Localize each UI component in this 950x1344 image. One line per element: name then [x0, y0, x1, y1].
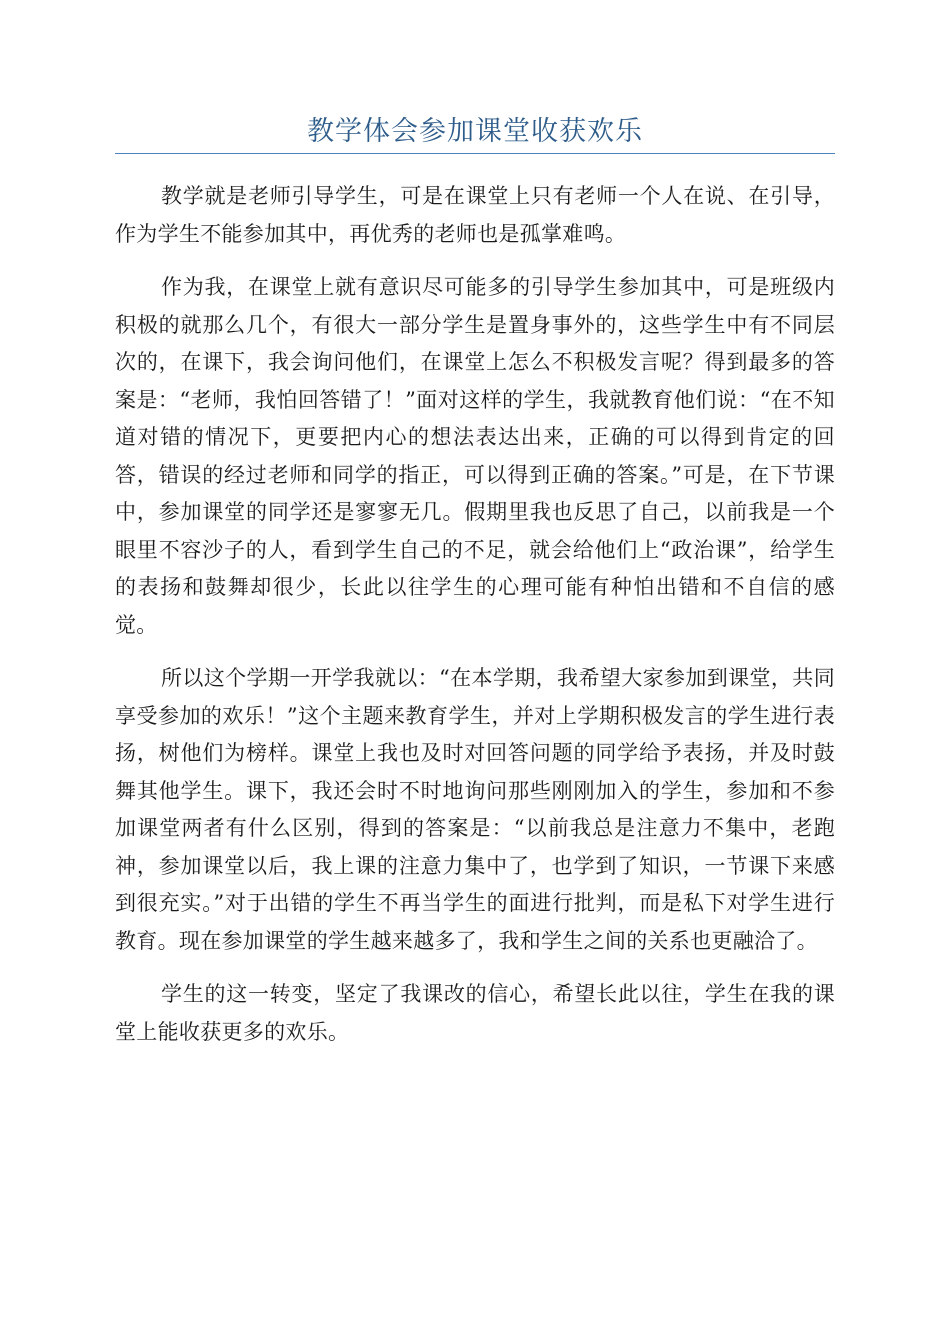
paragraph-2: 作为我，在课堂上就有意识尽可能多的引导学生参加其中，可是班级内积极的就那么几个，有很大一部分学生是置身事外的，这些学生中有不同层次的，在课下，我会询问他们，在课堂上怎么不积极发言呢？得到最多的答案是：“老师，我怕回答错了！”面对这样的学生，我就教育他们说：“在不知道对错的情况下，更要把内心的想法表达出来，正确的可以得到肯定的回答，错误的经过老师和同学的指正，可以得到正确的答案。”可是，在下节课中，参加课堂的同学还是寥寥无几。假期里我也反思了自己，以前我是一个眼里不容沙子的人，看到学生自己的不足，就会给他们上“政治课”，给学生的表扬和鼓舞却很少，长此以往学生的心理可能有种怕出错和不自信的感觉。 [115, 275, 835, 637]
paragraph-4: 学生的这一转变，坚定了我课改的信心，希望长此以往，学生在我的课堂上能收获更多的欢乐。 [115, 982, 835, 1044]
document-body [115, 178, 835, 1067]
paragraph-3: 所以这个学期一开学我就以：“在本学期，我希望大家参加到课堂，共同享受参加的欢乐！”这个主题来教育学生，并对上学期积极发言的学生进行表扬，树他们为榜样。课堂上我也及时对回答问题的同学给予表扬，并及时鼓舞其他学生。课下，我还会时不时地询问那些刚刚加入的学生，参加和不参加课堂两者有什么区别，得到的答案是：“以前我总是注意力不集中，老跑神，参加课堂以后，我上课的注意力集中了，也学到了知识，一节课下来感到很充实。”对于出错的学生不再当学生的面进行批判，而是私下对学生进行教育。现在参加课堂的学生越来越多了，我和学生之间的关系也更融洽了。 [115, 666, 835, 953]
paragraph-1: 教学就是老师引导学生，可是在课堂上只有老师一个人在说、在引导，作为学生不能参加其中，再优秀的老师也是孤掌难鸣。 [115, 184, 835, 246]
title-underline [115, 153, 835, 154]
document-title: 教学体会参加课堂收获欢乐 [307, 116, 643, 147]
